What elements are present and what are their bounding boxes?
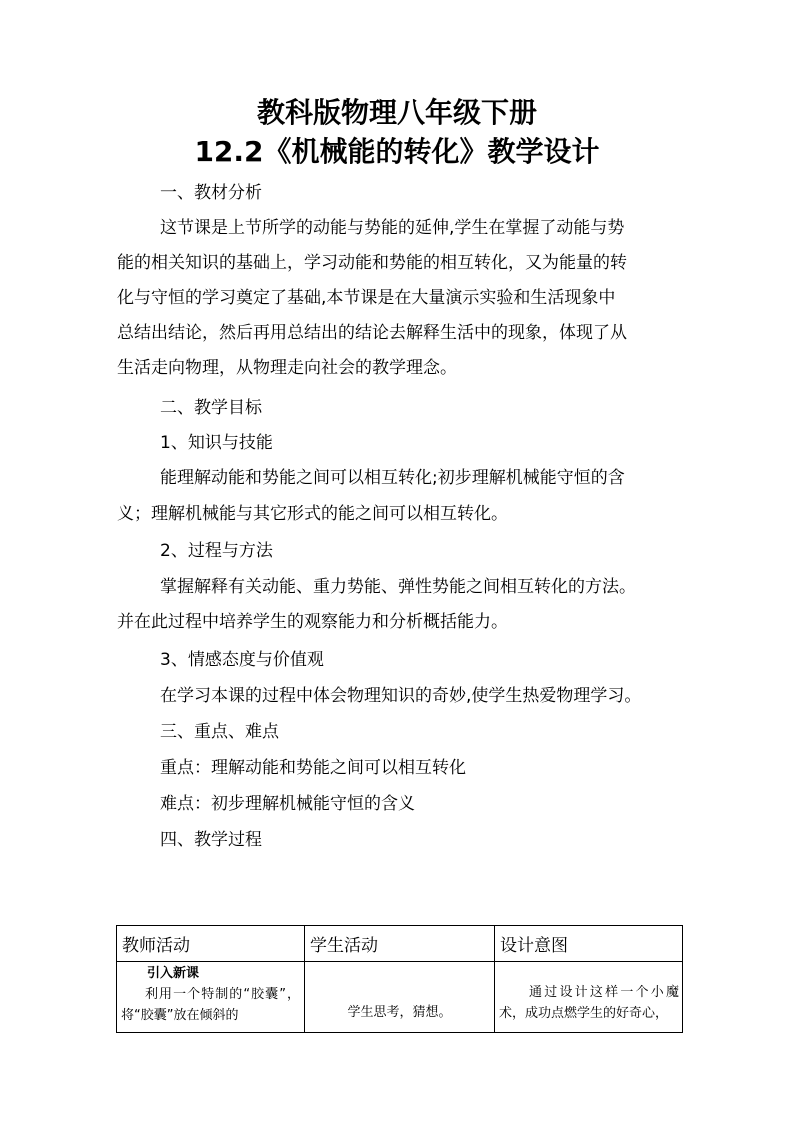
paragraph-line: 化与守恒的学习奠定了基础,本节课是在大量演示实验和生活现象中 [117,288,616,308]
header-design-intent: 设计意图 [495,926,683,962]
paragraph-line: 生活走向物理，从物理走向社会的教学理念。 [117,358,457,378]
section-heading-teaching-process: 四、教学过程 [160,830,262,850]
paragraph-line: 重点：理解动能和势能之间可以相互转化 [160,758,466,778]
subsection-heading: 3、情感态度与价值观 [160,650,324,670]
teacher-activity-text: 利用一个特制的“胶囊”，将“胶囊”放在倾斜的 [121,987,300,1023]
paragraph-line: 总结出结论，然后再用总结出的结论去解释生活中的现象，体现了从 [117,323,627,343]
section-heading-textbook-analysis: 一、教材分析 [160,183,262,203]
section-heading-teaching-goals: 二、教学目标 [160,398,262,418]
subsection-heading: 1、知识与技能 [160,433,273,453]
header-student-activity: 学生活动 [305,926,495,962]
teacher-activity-cell [117,962,305,1033]
document-subtitle: 12.2《机械能的转化》教学设计 [194,135,600,168]
subsection-heading: 2、过程与方法 [160,541,273,561]
table-header-row [117,926,683,962]
design-intent-text: 通过设计这样一个小魔术，成功点燃学生的好奇心， [499,985,679,1021]
paragraph-line: 能的相关知识的基础上，学习动能和势能的相互转化，又为能量的转 [117,253,627,273]
paragraph-line: 难点：初步理解机械能守恒的含义 [160,794,415,814]
teaching-process-table [116,925,683,1033]
table-row [117,962,683,1033]
student-activity-cell [305,962,495,1033]
teacher-activity-heading: 引入新课 [147,966,200,981]
paragraph-line: 掌握解释有关动能、重力势能、弹性势能之间相互转化的方法。 [160,577,636,597]
paragraph-line: 义；理解机械能与其它形式的能之间可以相互转化。 [117,504,508,524]
header-teacher-activity: 教师活动 [117,926,305,962]
paragraph-line: 在学习本课的过程中体会物理知识的奇妙,使学生热爱物理学习。 [160,686,642,706]
paragraph-line: 并在此过程中培养学生的观察能力和分析概括能力。 [117,612,508,632]
section-heading-key-points: 三、重点、难点 [160,722,279,742]
document-title: 教科版物理八年级下册 [256,96,537,129]
paragraph-line: 这节课是上节所学的动能与势能的延伸,学生在掌握了动能与势 [160,218,625,238]
student-activity-text: 学生思考，猜想。 [347,1005,452,1020]
paragraph-line: 能理解动能和势能之间可以相互转化;初步理解机械能守恒的含 [160,468,625,488]
design-intent-cell [495,962,683,1033]
